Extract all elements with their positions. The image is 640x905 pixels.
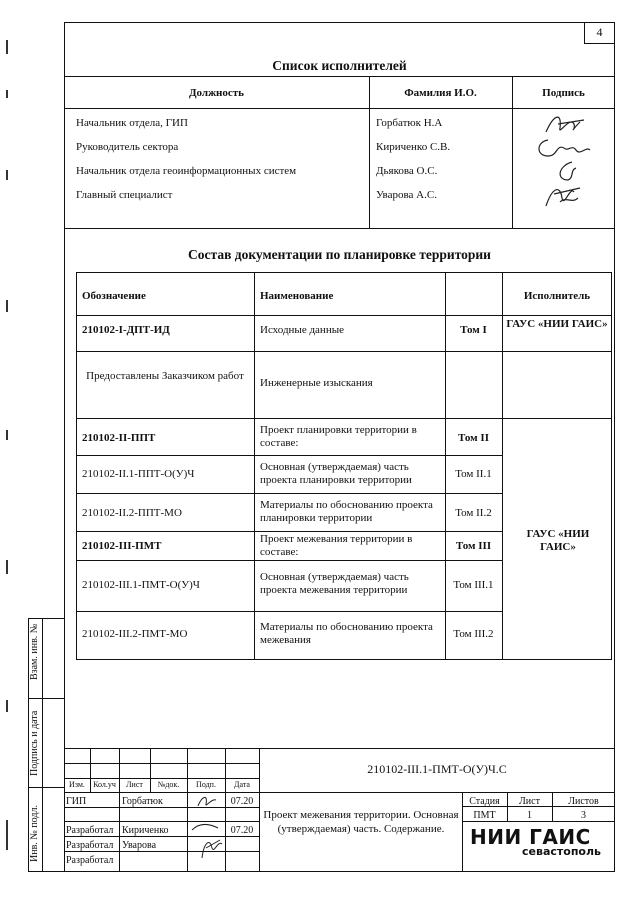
table-line [28,787,64,788]
docs-header-code: Обозначение [82,290,146,302]
table-line [64,76,615,77]
table-line [76,560,502,561]
table-line [42,618,43,872]
executor-position: Руководитель сектора [76,141,179,153]
stamp-sheet-label: Лист [519,796,540,807]
side-label-replace: Взам. инв. № [29,623,40,680]
stamp-role: Разработал [66,825,114,836]
stamp-role: Разработал [66,840,114,851]
stamp-name: Кириченко [122,825,169,836]
docs-header-executor: Исполнитель [523,290,591,302]
table-line [254,272,255,660]
stamp-stage: ПМТ [473,810,496,821]
table-line [64,228,615,229]
margin-tick [6,40,8,54]
table-line [76,455,502,456]
doc-volume: Том III.2 [453,628,494,640]
org-logo-main: НИИ ГАИС [470,825,591,849]
executor-position: Начальник отдела, ГИП [76,117,188,129]
col-header: Дата [234,780,250,789]
doc-code: 210102-III.1-ПМТ-О(У)Ч [82,579,200,591]
table-line [64,792,615,793]
doc-executor: ГАУС «НИИ ГАИС» [526,528,590,553]
doc-name: Инженерные изыскания [260,377,373,389]
stamp-sheet: 1 [527,810,532,821]
margin-tick [6,430,8,440]
table-line [64,763,259,764]
margin-tick [6,560,8,574]
executors-header-name: Фамилия И.О. [404,87,477,99]
doc-volume: Том II [458,432,489,444]
doc-code: 210102-III-ПМТ [82,540,162,552]
doc-volume: Том III.1 [453,579,494,591]
doc-name: Материалы по обоснованию проекта межевания [260,621,433,646]
doc-executor: ГАУС «НИИ ГАИС» [506,318,608,330]
stamp-role: ГИП [66,796,87,807]
table-line [76,351,612,352]
table-line [64,821,259,822]
doc-name: Основная (утверждаемая) часть проекта планировки территории [260,461,412,486]
executor-position: Главный специалист [76,189,173,201]
doc-name: Исходные данные [260,324,344,336]
margin-tick [6,300,8,312]
col-header: Кол.уч [93,780,116,789]
doc-name: Материалы по обоснованию проекта планировки территории [260,499,433,524]
stamp-date: 07.20 [230,796,254,807]
table-line [76,418,612,419]
signature-mark [192,792,222,810]
page-number: 4 [596,25,603,39]
table-line [76,315,612,316]
stamp-description: Проект межевания территории. Основная (утверждаемая) часть. Содержание. [263,809,459,835]
margin-tick [6,820,8,850]
org-logo-sub: севастополь [522,845,601,858]
docs-header-name: Наименование [260,290,334,302]
table-line [64,108,615,109]
table-line [76,493,502,494]
doc-volume: Том I [460,324,487,336]
docs-title: Состав документации по планировке территории [188,247,491,262]
stamp-sheets-label: Листов [568,796,599,807]
executors-title: Список исполнителей [272,58,407,73]
executors-header-signature: Подпись [542,87,585,99]
doc-name: Основная (утверждаемая) часть проекта межевания территории [260,571,409,596]
side-label-signature: Подпись и дата [29,710,40,776]
table-line [28,698,64,699]
doc-code-stamp: 210102-III.1-ПМТ-О(У)Ч.С [367,762,507,776]
stamp-name: Уварова [122,840,157,851]
doc-code: 210102-II.2-ППТ-МО [82,507,182,519]
stamp-sheets: 3 [581,810,586,821]
col-header: №док. [157,780,180,789]
doc-code: 210102-II.1-ППТ-О(У)Ч [82,468,195,480]
col-header: Лист [126,780,143,789]
doc-volume: Том II.1 [455,468,492,480]
doc-code: 210102-I-ДПТ-ИД [82,324,170,336]
side-label-inventory: Инв. № подл. [29,805,40,862]
doc-name: Проект планировки территории в составе: [260,424,417,449]
table-line [64,748,615,749]
doc-code: Предоставлены Заказчиком работ [86,370,244,382]
margin-tick [6,700,8,712]
signature-mark [540,178,584,212]
table-line [64,778,259,779]
executor-position: Начальник отдела геоинформационных систем [76,165,297,177]
executor-name: Дьякова О.С. [376,165,438,177]
table-line [502,272,503,660]
margin-tick [6,90,8,98]
doc-name: Проект межевания территории в составе: [260,533,413,558]
signature-mark [188,818,228,862]
doc-volume: Том III [455,540,492,552]
executor-name: Кириченко С.В. [376,141,451,153]
stamp-role: Разработал [66,855,114,866]
stamp-name: Горбатюк [122,796,163,807]
col-header: Изм. [69,780,85,789]
doc-code: 210102-II-ППТ [82,432,156,444]
executor-name: Уварова А.С. [376,189,437,201]
doc-volume: Том II.2 [455,507,492,519]
table-line [76,611,502,612]
table-line [119,748,120,872]
stamp-date: 07.20 [230,825,254,836]
executor-name: Горбатюк Н.А [376,117,443,129]
doc-code: 210102-III.2-ПМТ-МО [82,628,188,640]
margin-tick [6,170,8,180]
col-header: Подп. [196,780,216,789]
stamp-stage-label: Стадия [469,796,500,807]
table-line [76,531,502,532]
executors-header-position: Должность [188,87,244,99]
